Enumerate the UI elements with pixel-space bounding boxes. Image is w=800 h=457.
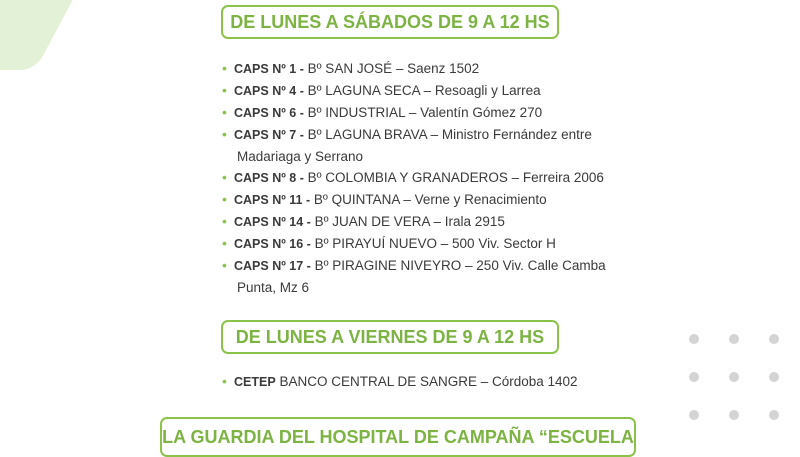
caps-location: Bº QUINTANA – Verne y Renacimiento <box>313 192 547 207</box>
caps-location: BANCO CENTRAL DE SANGRE – Córdoba 1402 <box>279 374 578 389</box>
list-item <box>222 371 578 393</box>
caps-code: CAPS Nº 14 - <box>234 215 311 229</box>
bullet-icon: • <box>222 191 227 207</box>
list-item <box>222 167 606 189</box>
dot <box>689 334 699 344</box>
caps-location: Bº COLOMBIA Y GRANADEROS – Ferreira 2006 <box>307 170 604 185</box>
dot <box>729 372 739 382</box>
bullet-icon: • <box>222 257 227 273</box>
list-item <box>222 58 606 80</box>
bullet-icon: • <box>222 213 227 229</box>
dot <box>769 334 779 344</box>
caps-code: CAPS Nº 4 - <box>234 84 304 98</box>
list-item <box>222 211 606 233</box>
caps-code: CAPS Nº 16 - <box>234 237 311 251</box>
list-item <box>222 124 606 167</box>
bullet-icon: • <box>222 126 227 142</box>
dot <box>729 410 739 420</box>
caps-location: Bº SAN JOSÉ – Saenz 1502 <box>307 61 480 76</box>
dot <box>769 410 779 420</box>
caps-list-mon-sat <box>222 58 606 298</box>
caps-code: CAPS Nº 7 - <box>234 128 304 142</box>
bullet-icon: • <box>222 60 227 76</box>
dot <box>769 372 779 382</box>
caps-code: CAPS Nº 17 - <box>234 259 311 273</box>
caps-location: Bº PIRAYUÍ NUEVO – 500 Viv. Sector H <box>314 236 556 251</box>
dot <box>689 410 699 420</box>
dot <box>689 372 699 382</box>
caps-location-continued: Madariaga y Serrano <box>237 149 364 164</box>
bullet-icon: • <box>222 104 227 120</box>
caps-location: Bº INDUSTRIAL – Valentín Gómez 270 <box>307 105 543 120</box>
bullet-icon: • <box>222 82 227 98</box>
list-item <box>222 102 606 124</box>
caps-code: CAPS Nº 11 - <box>234 193 311 207</box>
list-item <box>222 189 606 211</box>
caps-location: Bº PIRAGINE NIVEYRO – 250 Viv. Calle Camba <box>314 258 606 273</box>
caps-location: Bº JUAN DE VERA – Irala 2915 <box>314 214 505 229</box>
caps-location: Bº LAGUNA BRAVA – Ministro Fernández entre <box>307 127 592 142</box>
bullet-icon: • <box>222 373 227 389</box>
caps-code: CAPS Nº 1 - <box>234 62 304 76</box>
caps-code: CAPS Nº 8 - <box>234 171 304 185</box>
list-item <box>222 233 606 255</box>
caps-location: Bº LAGUNA SECA – Resoagli y Larrea <box>307 83 541 98</box>
decorative-corner-shape <box>0 0 105 70</box>
caps-list-mon-fri <box>222 371 578 393</box>
caps-code: CETEP <box>234 375 276 389</box>
bullet-icon: • <box>222 169 227 185</box>
caps-location-continued: Punta, Mz 6 <box>237 280 310 295</box>
hospital-guard-header: LA GUARDIA DEL HOSPITAL DE CAMPAÑA “ESCUELA <box>160 417 636 457</box>
bullet-icon: • <box>222 235 227 251</box>
dot <box>729 334 739 344</box>
list-item <box>222 80 606 102</box>
caps-code: CAPS Nº 6 - <box>234 106 304 120</box>
schedule-header-mon-sat: DE LUNES A SÁBADOS DE 9 A 12 HS <box>221 5 559 39</box>
schedule-header-mon-fri: DE LUNES A VIERNES DE 9 A 12 HS <box>221 320 559 354</box>
list-item <box>222 255 606 298</box>
